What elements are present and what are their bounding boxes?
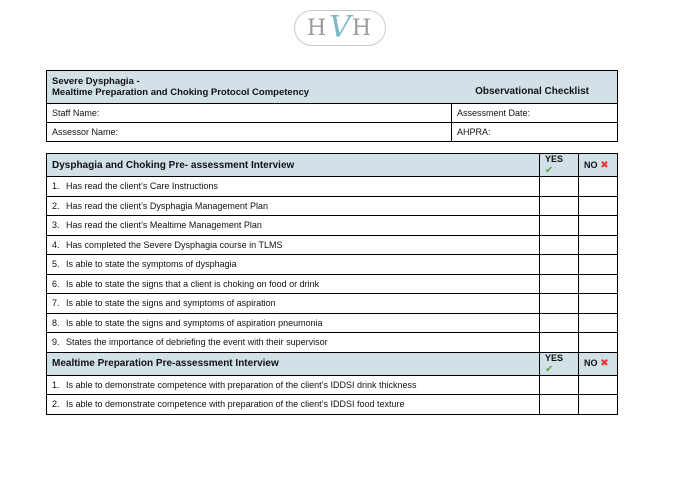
no-checkbox-cell[interactable] bbox=[579, 177, 618, 197]
checklist-row bbox=[47, 274, 618, 294]
yes-checkbox-cell[interactable] bbox=[540, 177, 579, 197]
cross-icon: ✖ bbox=[600, 159, 609, 171]
item-number: 7. bbox=[52, 298, 60, 309]
staff-name-field[interactable]: Staff Name: bbox=[47, 104, 452, 123]
no-column-header bbox=[579, 352, 618, 375]
yes-checkbox-cell[interactable] bbox=[540, 375, 579, 395]
no-checkbox-cell[interactable] bbox=[579, 313, 618, 333]
document-title-line1: Severe Dysphagia - bbox=[52, 76, 140, 87]
yes-column-header bbox=[540, 154, 579, 177]
checklist-row bbox=[47, 177, 618, 197]
checklist-row bbox=[47, 255, 618, 275]
no-checkbox-cell[interactable] bbox=[579, 274, 618, 294]
checklist-item bbox=[47, 274, 540, 294]
yes-label: YES bbox=[545, 154, 564, 164]
item-text: Is able to state the symptoms of dysphagia bbox=[66, 259, 237, 270]
checklist-item bbox=[47, 255, 540, 275]
checklist-row bbox=[47, 196, 618, 216]
no-checkbox-cell[interactable] bbox=[579, 333, 618, 353]
yes-checkbox-cell[interactable] bbox=[540, 274, 579, 294]
logo-letter-middle: V bbox=[329, 10, 351, 45]
checklist-table bbox=[46, 153, 618, 415]
item-number: 5. bbox=[52, 259, 60, 270]
checklist-row bbox=[47, 235, 618, 255]
logo bbox=[294, 10, 386, 46]
item-text: Has read the client’s Dysphagia Management Plan bbox=[66, 200, 268, 211]
section-title: Dysphagia and Choking Pre- assessment Interview bbox=[47, 154, 540, 177]
checklist-item bbox=[47, 395, 540, 415]
no-label: NO bbox=[584, 358, 598, 368]
section-title: Mealtime Preparation Pre-assessment Interview bbox=[47, 352, 540, 375]
yes-checkbox-cell[interactable] bbox=[540, 395, 579, 415]
no-checkbox-cell[interactable] bbox=[579, 216, 618, 236]
item-text: Is able to state the signs and symptoms of aspiration pneumonia bbox=[66, 317, 323, 328]
check-icon: ✔ bbox=[545, 165, 554, 176]
document-title-cell bbox=[47, 71, 618, 104]
assessor-name-field[interactable]: Assessor Name: bbox=[47, 123, 452, 142]
no-checkbox-cell[interactable] bbox=[579, 196, 618, 216]
checklist-item bbox=[47, 333, 540, 353]
checklist-row bbox=[47, 294, 618, 314]
checklist-item bbox=[47, 196, 540, 216]
yes-column-header bbox=[540, 352, 579, 375]
yes-checkbox-cell[interactable] bbox=[540, 333, 579, 353]
checklist-row bbox=[47, 333, 618, 353]
item-text: Is able to demonstrate competence with preparation of the client’s IDDSI drink thickness bbox=[66, 379, 417, 390]
no-checkbox-cell[interactable] bbox=[579, 375, 618, 395]
section-header-row bbox=[47, 352, 618, 375]
yes-checkbox-cell[interactable] bbox=[540, 235, 579, 255]
checklist-row bbox=[47, 375, 618, 395]
item-number: 8. bbox=[52, 317, 60, 328]
ahpra-field[interactable]: AHPRA: bbox=[452, 123, 618, 142]
checklist-item bbox=[47, 177, 540, 197]
checklist-item bbox=[47, 235, 540, 255]
item-text: Is able to demonstrate competence with preparation of the client’s IDDSI food texture bbox=[66, 399, 405, 410]
checklist-row bbox=[47, 216, 618, 236]
item-number: 1. bbox=[52, 379, 60, 390]
item-text: Is able to state the signs and symptoms of aspiration bbox=[66, 298, 276, 309]
item-text: Is able to state the signs that a client is choking on food or drink bbox=[66, 278, 320, 289]
item-text: States the importance of debriefing the event with their supervisor bbox=[66, 337, 328, 348]
logo-letter-right: H bbox=[351, 15, 374, 41]
yes-checkbox-cell[interactable] bbox=[540, 313, 579, 333]
yes-checkbox-cell[interactable] bbox=[540, 255, 579, 275]
check-icon: ✔ bbox=[545, 363, 554, 375]
cross-icon: ✖ bbox=[600, 358, 609, 369]
header-table bbox=[46, 70, 618, 142]
assessment-date-field[interactable]: Assessment Date: bbox=[452, 104, 618, 123]
no-column-header bbox=[579, 154, 618, 177]
document-title-line2: Mealtime Preparation and Choking Protocol Competency bbox=[52, 87, 310, 98]
checklist-item bbox=[47, 294, 540, 314]
checklist-item bbox=[47, 375, 540, 395]
yes-label: YES bbox=[545, 352, 564, 363]
no-checkbox-cell[interactable] bbox=[579, 294, 618, 314]
item-number: 2. bbox=[52, 399, 60, 410]
yes-checkbox-cell[interactable] bbox=[540, 216, 579, 236]
no-checkbox-cell[interactable] bbox=[579, 395, 618, 415]
item-number: 3. bbox=[52, 220, 60, 231]
item-text: Has read the client’s Care Instructions bbox=[66, 181, 218, 192]
item-number: 1. bbox=[52, 181, 60, 192]
logo-letter-left: H bbox=[306, 15, 329, 41]
observational-checklist-label: Observational Checklist bbox=[475, 86, 590, 97]
item-text: Has completed the Severe Dysphagia course in TLMS bbox=[66, 239, 283, 250]
no-checkbox-cell[interactable] bbox=[579, 255, 618, 275]
checklist-row bbox=[47, 395, 618, 415]
item-number: 4. bbox=[52, 239, 60, 250]
no-label: NO bbox=[584, 159, 598, 170]
yes-checkbox-cell[interactable] bbox=[540, 294, 579, 314]
item-number: 9. bbox=[52, 337, 60, 348]
item-text: Has read the client’s Mealtime Management Plan bbox=[66, 220, 262, 231]
section-header-row bbox=[47, 154, 618, 177]
checklist-item bbox=[47, 313, 540, 333]
checklist-item bbox=[47, 216, 540, 236]
yes-checkbox-cell[interactable] bbox=[540, 196, 579, 216]
item-number: 2. bbox=[52, 200, 60, 211]
checklist-row bbox=[47, 313, 618, 333]
item-number: 6. bbox=[52, 278, 60, 289]
no-checkbox-cell[interactable] bbox=[579, 235, 618, 255]
